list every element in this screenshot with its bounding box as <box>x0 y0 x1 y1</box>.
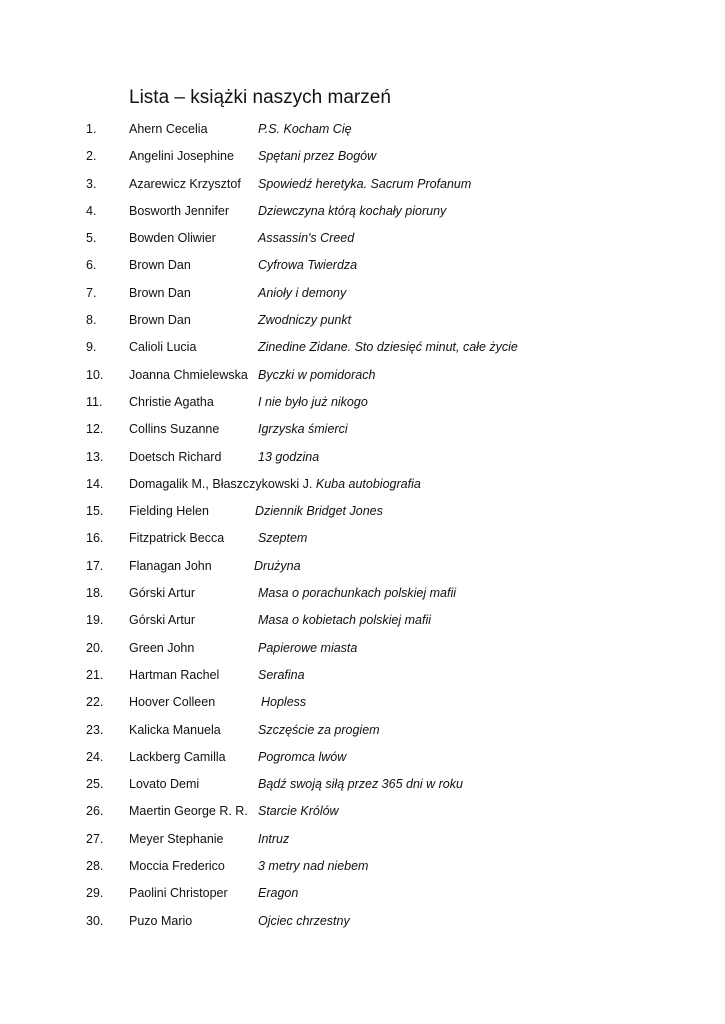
list-item <box>0 117 725 144</box>
item-title: 3 metry nad niebem <box>258 859 369 874</box>
item-author: Flanagan John <box>129 558 212 573</box>
list-item <box>0 445 725 472</box>
item-number: 29. <box>86 886 104 901</box>
item-title: Pogromca lwów <box>258 749 347 764</box>
item-author: Bowden Oliwier <box>129 231 216 246</box>
item-title: Anioły i demony <box>258 285 347 300</box>
item-author: Christie Agatha <box>129 394 214 409</box>
item-number: 26. <box>86 804 104 819</box>
list-item <box>0 772 725 799</box>
page-title: Lista – książki naszych marzeń <box>129 87 391 108</box>
item-title: Ojciec chrzestny <box>258 913 350 928</box>
item-author: Domagalik M., Błaszczykowski J. <box>129 476 313 491</box>
item-number: 24. <box>86 749 104 764</box>
list-item <box>0 636 725 663</box>
item-title: Papierowe miasta <box>258 640 358 655</box>
item-number: 3. <box>86 176 97 191</box>
item-author: Angelini Josephine <box>129 149 234 164</box>
item-title: P.S. Kocham Cię <box>258 122 352 136</box>
item-author: Calioli Lucia <box>129 340 197 355</box>
list-item <box>0 253 725 280</box>
item-number: 9. <box>86 340 97 355</box>
list-item <box>0 554 725 581</box>
item-author: Doetsch Richard <box>129 449 222 464</box>
item-number: 6. <box>86 258 97 273</box>
item-author: Meyer Stephanie <box>129 831 224 846</box>
item-title: Eragon <box>258 886 299 901</box>
item-author: Collins Suzanne <box>129 422 220 437</box>
item-number: 4. <box>86 203 97 218</box>
item-title: Igrzyska śmierci <box>258 422 348 437</box>
list-item <box>0 526 725 553</box>
item-number: 2. <box>86 149 97 164</box>
item-title: Masa o kobietach polskiej mafii <box>258 613 431 628</box>
list-item <box>0 854 725 881</box>
item-title: Masa o porachunkach polskiej mafii <box>258 586 457 601</box>
item-title: Szczęście za progiem <box>258 722 380 737</box>
item-author: Fitzpatrick Becca <box>129 531 225 546</box>
item-title: Kuba autobiografia <box>315 476 421 491</box>
item-author: Górski Artur <box>129 613 195 628</box>
item-number: 16. <box>86 531 104 546</box>
item-author: Brown Dan <box>129 258 191 273</box>
item-author: Brown Dan <box>129 313 191 328</box>
item-author: Hartman Rachel <box>129 667 220 682</box>
item-title: I nie było już nikogo <box>258 394 368 409</box>
item-author-and-title <box>129 472 421 496</box>
item-number: 25. <box>86 777 104 792</box>
item-number: 10. <box>86 367 104 382</box>
item-title: Byczki w pomidorach <box>258 367 376 382</box>
item-author: Puzo Mario <box>129 913 193 928</box>
item-title: Assassin's Creed <box>258 231 355 246</box>
item-author: Kalicka Manuela <box>129 722 221 737</box>
list-item <box>0 199 725 226</box>
item-author: Joanna Chmielewska <box>129 367 248 382</box>
item-number: 8. <box>86 313 97 328</box>
item-author: Paolini Christoper <box>129 886 228 901</box>
item-number: 12. <box>86 422 104 437</box>
item-number: 30. <box>86 913 104 928</box>
item-number: 19. <box>86 613 104 628</box>
list-item <box>0 472 725 499</box>
list-item <box>0 281 725 308</box>
item-number: 17. <box>86 558 104 573</box>
list-item <box>0 608 725 635</box>
item-number: 18. <box>86 586 104 601</box>
item-title: Zwodniczy punkt <box>258 313 352 328</box>
item-author: Górski Artur <box>129 586 195 601</box>
item-title: Spowiedź heretyka. Sacrum Profanum <box>258 176 472 191</box>
list-item <box>0 417 725 444</box>
item-author: Ahern Cecelia <box>129 122 208 136</box>
list-item <box>0 881 725 908</box>
item-title: Intruz <box>258 831 290 846</box>
item-number: 13. <box>86 449 104 464</box>
item-title: Serafina <box>258 667 305 682</box>
item-number: 27. <box>86 831 104 846</box>
list-item <box>0 718 725 745</box>
list-item <box>0 499 725 526</box>
item-title: Dziewczyna którą kochały pioruny <box>258 203 447 218</box>
list-item <box>0 363 725 390</box>
item-number: 5. <box>86 231 97 246</box>
list-item <box>0 581 725 608</box>
list-item <box>0 690 725 717</box>
item-author: Maertin George R. R. <box>129 804 248 819</box>
list-item <box>0 308 725 335</box>
list-item <box>0 663 725 690</box>
item-author: Bosworth Jennifer <box>129 203 230 218</box>
item-author: Azarewicz Krzysztof <box>129 176 241 191</box>
book-list <box>0 117 725 936</box>
item-title: Dziennik Bridget Jones <box>255 504 383 519</box>
item-number: 11. <box>86 394 103 409</box>
item-number: 20. <box>86 640 104 655</box>
item-title: 13 godzina <box>258 449 320 464</box>
item-number: 22. <box>86 695 104 710</box>
item-author: Moccia Frederico <box>129 859 225 874</box>
item-author: Fielding Helen <box>129 504 209 519</box>
list-item <box>0 226 725 253</box>
item-number: 21. <box>86 667 104 682</box>
list-item <box>0 390 725 417</box>
item-number: 23. <box>86 722 104 737</box>
item-title: Starcie Królów <box>258 804 339 819</box>
list-item <box>0 909 725 936</box>
list-item <box>0 745 725 772</box>
list-item <box>0 799 725 826</box>
item-number: 15. <box>86 504 104 519</box>
item-author: Hoover Colleen <box>129 695 216 710</box>
item-title: Drużyna <box>254 558 301 573</box>
list-item <box>0 172 725 199</box>
item-title: Spętani przez Bogów <box>258 149 377 164</box>
item-title: Hopless <box>261 695 307 710</box>
item-title: Bądź swoją siłą przez 365 dni w roku <box>258 777 463 792</box>
list-item <box>0 827 725 854</box>
item-author: Lackberg Camilla <box>129 749 226 764</box>
item-title: Szeptem <box>258 531 308 546</box>
item-author: Lovato Demi <box>129 777 200 792</box>
item-title: Cyfrowa Twierdza <box>258 258 358 273</box>
list-item <box>0 144 725 171</box>
item-author: Green John <box>129 640 195 655</box>
item-number: 1. <box>86 122 97 136</box>
item-number: 14. <box>86 476 104 491</box>
item-author: Brown Dan <box>129 285 191 300</box>
list-item <box>0 335 725 362</box>
item-title: Zinedine Zidane. Sto dziesięć minut, całe życie <box>258 340 518 355</box>
item-number: 7. <box>86 285 97 300</box>
item-number: 28. <box>86 859 104 874</box>
